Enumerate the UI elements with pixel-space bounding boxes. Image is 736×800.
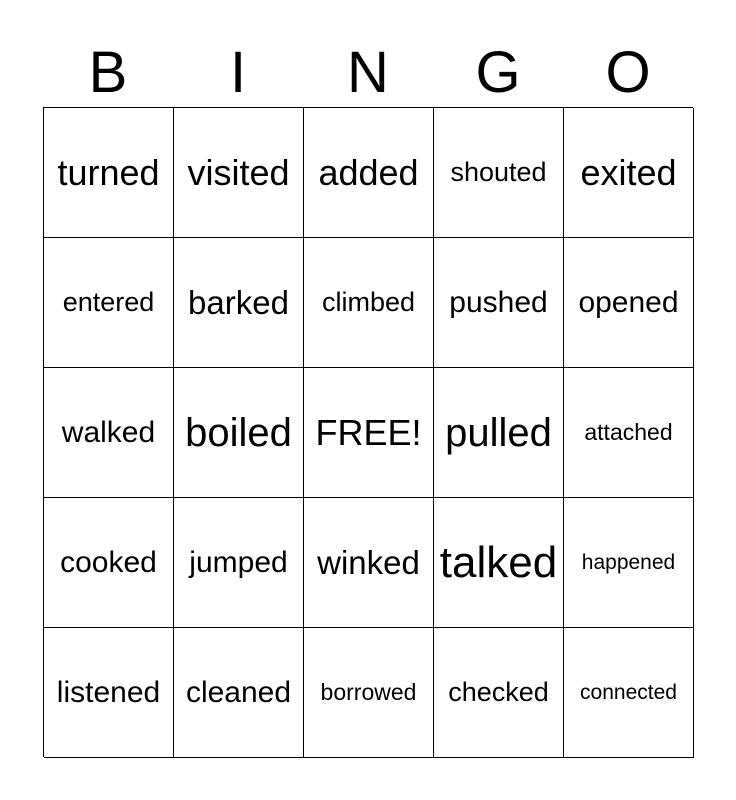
bingo-cell[interactable]: borrowed [304, 628, 434, 758]
bingo-cell[interactable]: visited [174, 108, 304, 238]
header-letter-b: B [88, 40, 128, 105]
bingo-cell[interactable]: talked [434, 498, 564, 628]
bingo-cell[interactable]: FREE! [304, 368, 434, 498]
bingo-cell[interactable]: checked [434, 628, 564, 758]
bingo-cell[interactable]: boiled [174, 368, 304, 498]
bingo-cell[interactable]: listened [44, 628, 174, 758]
bingo-cell[interactable]: added [304, 108, 434, 238]
bingo-cell[interactable]: opened [564, 238, 694, 368]
bingo-cell[interactable]: pushed [434, 238, 564, 368]
header-letter-n: N [347, 40, 389, 105]
bingo-cell[interactable]: connected [564, 628, 694, 758]
bingo-cell[interactable]: pulled [434, 368, 564, 498]
bingo-cell[interactable]: exited [564, 108, 694, 238]
bingo-cell[interactable]: cooked [44, 498, 174, 628]
bingo-board [43, 107, 693, 757]
bingo-cell[interactable]: jumped [174, 498, 304, 628]
bingo-cell[interactable]: winked [304, 498, 434, 628]
bingo-cell[interactable]: climbed [304, 238, 434, 368]
bingo-cell[interactable]: turned [44, 108, 174, 238]
bingo-cell[interactable]: shouted [434, 108, 564, 238]
bingo-cell[interactable]: cleaned [174, 628, 304, 758]
bingo-cell[interactable]: entered [44, 238, 174, 368]
header-letter-o: O [605, 40, 651, 105]
header-letter-g: G [475, 40, 521, 105]
bingo-cell[interactable]: barked [174, 238, 304, 368]
bingo-cell[interactable]: attached [564, 368, 694, 498]
bingo-cell[interactable]: walked [44, 368, 174, 498]
header-letter-i: I [229, 40, 247, 105]
bingo-cell[interactable]: happened [564, 498, 694, 628]
bingo-header [43, 40, 693, 106]
